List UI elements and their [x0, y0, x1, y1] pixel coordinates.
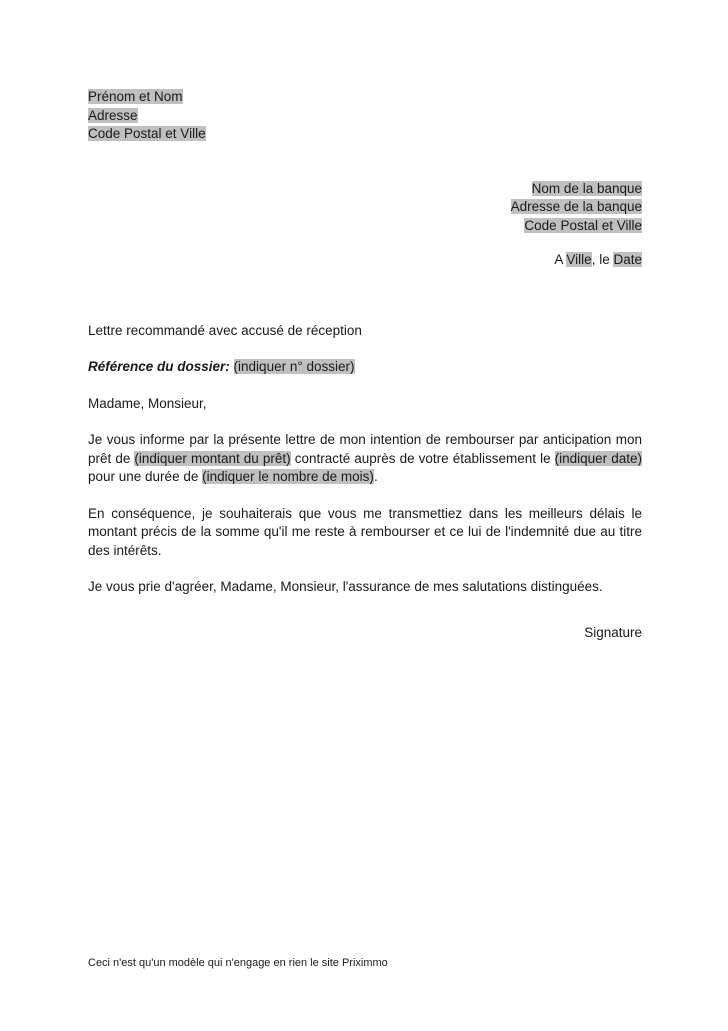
date-prefix: A — [554, 252, 567, 267]
city-placeholder: Ville — [566, 252, 592, 267]
date-line — [88, 251, 642, 270]
sender-line — [88, 107, 642, 126]
sender-line — [88, 88, 642, 107]
sender-street: Adresse — [88, 107, 138, 123]
bank-street: Adresse de la banque — [510, 199, 642, 214]
sender-line — [88, 125, 642, 144]
p1-text: Je vous informe par la présente lettre de mon intention de rembourser par anticipation mon prêt de — [88, 432, 642, 466]
footer-disclaimer: Ceci n'est qu'un modèle qui n'engage en rien le site Priximmo — [88, 957, 388, 969]
paragraph-closing: Je vous prie d'agréer, Madame, Monsieur, l'assurance de mes salutations distinguées. — [88, 579, 603, 594]
p1-text: . — [373, 469, 378, 484]
paragraph-request: En conséquence, je souhaiterais que vous me transmettiez dans les meilleurs délais le montant précis de la somme qu'il me reste à rembourser et ce lui de l'indemnité due au titre des intérêts. — [88, 505, 642, 558]
sender-address-block — [88, 88, 642, 144]
loan-duration-placeholder: (indiquer le nombre de mois) — [202, 469, 374, 484]
recipient-line — [88, 198, 642, 217]
dossier-number-placeholder: (indiquer n° dossier) — [233, 359, 355, 374]
p1-text: contracté auprès de votre établissement le — [290, 450, 555, 466]
sender-city: Code Postal et Ville — [88, 126, 206, 141]
recipient-address-block — [88, 180, 642, 236]
recipient-line — [88, 217, 642, 236]
bank-city: Code Postal et Ville — [524, 217, 642, 233]
recipient-line — [88, 180, 642, 199]
date-placeholder: Date — [613, 252, 642, 267]
reference-label: Référence du dossier: — [88, 359, 234, 374]
loan-date-placeholder: (indiquer date) — [554, 450, 642, 466]
paragraph-intent — [88, 431, 642, 487]
date-separator: , le — [591, 252, 614, 267]
bank-name: Nom de la banque — [531, 180, 642, 196]
salutation-line: Madame, Monsieur, — [88, 395, 207, 411]
signature-line: Signature — [584, 624, 642, 640]
reference-line — [88, 358, 642, 377]
sender-name: Prénom et Nom — [88, 89, 183, 104]
p1-text: pour une durée de — [88, 469, 203, 484]
loan-amount-placeholder: (indiquer montant du prêt) — [134, 450, 291, 466]
subject-line: Lettre recommandé avec accusé de réception — [88, 322, 362, 338]
